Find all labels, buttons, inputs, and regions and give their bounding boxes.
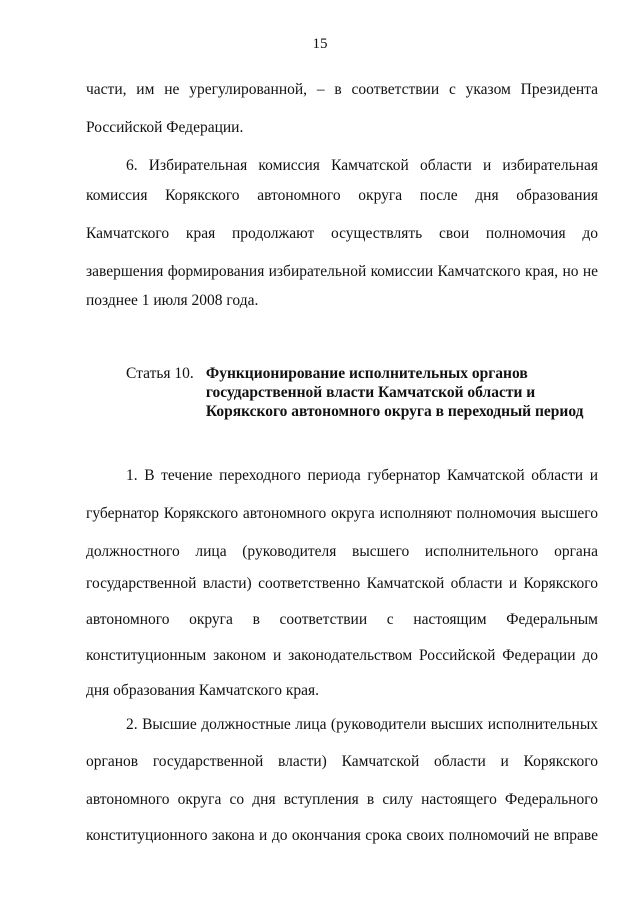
text-line: губернатор Корякского автономного округа исполняют полномочия высшего (86, 505, 598, 522)
text-line: государственной власти) соответственно Камчатской области и Корякского (86, 575, 598, 592)
text-line: органов государственной власти) Камчатской области и Корякского (86, 753, 598, 770)
article-label: Статья 10. (126, 365, 194, 382)
page-number: 15 (312, 36, 328, 52)
text-line: конституционным законом и законодательством Российской Федерации до (86, 647, 598, 664)
text-line: автономного округа со дня вступления в силу настоящего Федерального (86, 791, 598, 808)
text-line: завершения формирования избирательной комиссии Камчатского края, но не (86, 263, 598, 280)
text-line: автономного округа в соответствии с настоящим Федеральным (86, 611, 598, 628)
article-title-line: Функционирование исполнительных органов (205, 365, 528, 382)
text-line: должностного лица (руководителя высшего исполнительного органа (86, 543, 598, 560)
text-line: 1. В течение переходного периода губернатор Камчатской области и (126, 467, 598, 484)
article-heading (126, 364, 583, 421)
article-title (206, 364, 584, 421)
text-line: части, им не урегулированной, – в соответствии с указом Президента (86, 81, 598, 98)
text-line: конституционного закона и до окончания срока своих полномочий не вправе (86, 827, 598, 844)
text-line: Российской Федерации. (86, 119, 244, 136)
text-line: комиссия Корякского автономного округа после дня образования (86, 187, 598, 204)
text-line: 2. Высшие должностные лица (руководители высших исполнительных (126, 716, 598, 733)
text-line: дня образования Камчатского края. (86, 682, 320, 699)
text-line: позднее 1 июля 2008 года. (86, 292, 259, 309)
text-line: 6. Избирательная комиссия Камчатской области и избирательная (126, 157, 598, 174)
article-title-line: государственной власти Камчатской области и (205, 384, 536, 401)
article-title-line: Корякского автономного округа в переходный период (205, 403, 584, 420)
text-line: Камчатского края продолжают осуществлять свои полномочия до (86, 225, 598, 242)
